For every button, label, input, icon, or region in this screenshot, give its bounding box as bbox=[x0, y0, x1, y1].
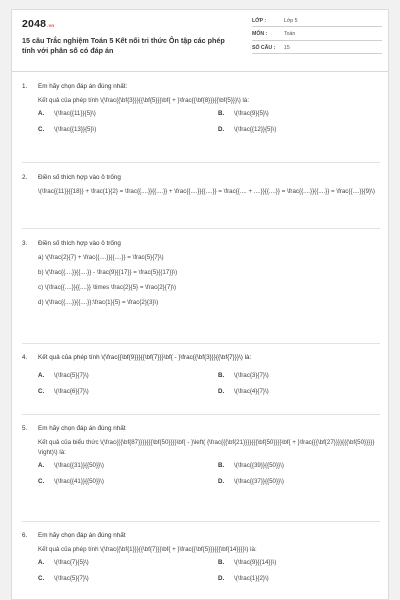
question-prompt: Em hãy chọn đáp án đúng nhất bbox=[38, 532, 126, 539]
question-number: 6. bbox=[22, 532, 28, 539]
option-c[interactable] bbox=[38, 574, 218, 584]
option-text: \(\frac{5}{7}\) bbox=[54, 575, 89, 582]
question-divider bbox=[22, 521, 380, 522]
question-prompt: Điền số thích hợp vào ô trống bbox=[38, 240, 121, 247]
option-text: \(\frac{{31}}{{50}}\) bbox=[54, 462, 104, 469]
option-d[interactable] bbox=[218, 125, 378, 135]
question-divider bbox=[22, 228, 380, 229]
question-body: Kết quả của phép tính \(\frac{{\bf{1}}}{{\bf{7}}}\bf{ + }\frac{{\bf{5}}}{{{\bf{14}}}}\) là: bbox=[38, 546, 257, 553]
option-b[interactable] bbox=[218, 109, 378, 119]
fill-in-item-d[interactable]: d) \(\frac{{....}}{{....}}:\frac{1}{5} = \frac{2}{3}\) bbox=[38, 299, 159, 306]
question-6 bbox=[22, 531, 382, 584]
option-letter: D. bbox=[218, 126, 225, 133]
info-value: 15 bbox=[284, 44, 290, 51]
option-d[interactable] bbox=[218, 477, 378, 487]
option-text: \(\frac{{11}}{5}\) bbox=[54, 110, 96, 117]
info-row-class bbox=[252, 15, 382, 27]
option-text: \(\frac{{41}}{{50}}\) bbox=[54, 478, 104, 485]
info-row-subject bbox=[252, 29, 382, 41]
question-number: 1. bbox=[22, 83, 28, 90]
option-a[interactable] bbox=[38, 558, 218, 568]
fill-in-item-a[interactable]: a) \(\frac{2}{7} + \frac{{....}}{{....}} = \frac{5}{7}\) bbox=[38, 254, 164, 261]
question-prompt: Điền số thích hợp vào ô trống bbox=[38, 174, 121, 181]
question-body: Kết quả của biểu thức \(\frac{{{\bf{87}}}}{{{\bf{50}}}}\bf{ - }\left( {\frac{{{\bf{21}}}}{{{\bf{50}}}}\bf{ + }\frac{{{\bf{27}}}}{{{\bf{50}}}}} \right)\) là: bbox=[38, 439, 375, 456]
worksheet bbox=[11, 9, 389, 600]
option-letter: C. bbox=[38, 126, 45, 133]
info-box bbox=[252, 15, 382, 56]
option-text: \(\frac{{12}}{5}\) bbox=[234, 126, 277, 133]
option-text: \(\frac{9}{{14}}\) bbox=[234, 559, 277, 566]
option-letter: D. bbox=[218, 478, 225, 485]
option-letter: B. bbox=[218, 372, 225, 379]
option-a[interactable] bbox=[38, 461, 218, 471]
option-c[interactable] bbox=[38, 387, 218, 397]
option-letter: C. bbox=[38, 388, 45, 395]
worksheet-title: 15 câu Trắc nghiệm Toán 5 Kết nối tri thức Ôn tập các phép tính với phân số có đáp án bbox=[22, 36, 225, 55]
option-a[interactable] bbox=[38, 371, 218, 381]
question-prompt: Em hãy chọn đáp án đúng nhất bbox=[38, 425, 126, 432]
answer-options bbox=[38, 109, 382, 135]
option-letter: A. bbox=[38, 110, 45, 117]
question-number: 2. bbox=[22, 174, 28, 181]
info-label: SỐ CÂU : bbox=[252, 44, 276, 51]
option-letter: A. bbox=[38, 462, 45, 469]
option-text: \(\frac{7}{5}\) bbox=[54, 559, 89, 566]
info-row-count bbox=[252, 42, 382, 54]
question-divider bbox=[22, 162, 380, 163]
option-letter: B. bbox=[218, 110, 225, 117]
option-letter: A. bbox=[38, 372, 45, 379]
question-3 bbox=[22, 239, 382, 308]
option-d[interactable] bbox=[218, 387, 378, 397]
option-c[interactable] bbox=[38, 125, 218, 135]
question-5 bbox=[22, 424, 382, 487]
question-number: 3. bbox=[22, 240, 28, 247]
question-divider bbox=[22, 343, 380, 344]
option-text: \(\frac{{37}}{{50}}\) bbox=[234, 478, 284, 485]
option-b[interactable] bbox=[218, 371, 378, 381]
question-number: 4. bbox=[22, 354, 28, 361]
question-number: 5. bbox=[22, 425, 28, 432]
question-2 bbox=[22, 173, 382, 197]
answer-options bbox=[38, 371, 382, 397]
answer-options bbox=[38, 461, 382, 487]
question-divider bbox=[22, 414, 380, 415]
option-d[interactable] bbox=[218, 574, 378, 584]
option-a[interactable] bbox=[38, 109, 218, 119]
info-value: Lớp 5 bbox=[284, 17, 298, 24]
answer-options bbox=[38, 558, 382, 584]
option-letter: A. bbox=[38, 559, 45, 566]
option-letter: B. bbox=[218, 559, 225, 566]
option-letter: B. bbox=[218, 462, 225, 469]
fill-in-item-c[interactable]: c) \(\frac{{....}}{{....}} \times \frac{2}{5} = \frac{2}{7}\) bbox=[38, 284, 177, 291]
question-4 bbox=[22, 353, 382, 397]
question-prompt: Kết quả của phép tính \(\frac{{\bf{9}}}{{\bf{7}}}\bf{ - }\frac{{\bf{3}}}{{\bf{7}}}\) là: bbox=[38, 354, 252, 361]
option-c[interactable] bbox=[38, 477, 218, 487]
info-label: MÔN : bbox=[252, 31, 268, 37]
option-letter: C. bbox=[38, 478, 45, 485]
option-text: \(\frac{6}{7}\) bbox=[54, 388, 89, 395]
option-letter: D. bbox=[218, 388, 225, 395]
question-1 bbox=[22, 82, 382, 135]
worksheet-header bbox=[12, 10, 388, 72]
logo-suffix: .vn bbox=[47, 23, 55, 28]
fill-in-item-b[interactable]: b) \(\frac{{....}}{{....}} - \frac{9}{{17}} = \frac{5}{{17}}\) bbox=[38, 269, 178, 276]
option-b[interactable] bbox=[218, 558, 378, 568]
site-logo[interactable]: 2048.vn bbox=[22, 18, 55, 30]
option-text: \(\frac{3}{7}\) bbox=[234, 372, 269, 379]
question-body: Kết quả của phép tính \(\frac{{\bf{3}}}{{\bf{5}}}\bf{ + }\frac{{\bf{8}}}{{\bf{5}}}\) là: bbox=[38, 97, 250, 104]
option-text: \(\frac{9}{5}\) bbox=[234, 110, 269, 117]
option-text: \(\frac{{39}}{{50}}\) bbox=[234, 462, 284, 469]
option-b[interactable] bbox=[218, 461, 378, 471]
option-text: \(\frac{4}{7}\) bbox=[234, 388, 269, 395]
info-label: LỚP : bbox=[252, 17, 267, 24]
question-body[interactable]: \(\frac{{11}}{{18}} + \frac{1}{2} = \frac{{....}}{{....}} + \frac{{....}}{{....}} = \frac{{.... + ....}}{{....}} = \frac{{....}}{{....}} = \frac{{....}}{9}\) bbox=[38, 188, 375, 195]
info-value: Toán bbox=[284, 31, 296, 37]
option-letter: D. bbox=[218, 575, 225, 582]
option-text: \(\frac{{13}}{5}\) bbox=[54, 126, 97, 133]
option-text: \(\frac{5}{7}\) bbox=[54, 372, 89, 379]
option-letter: C. bbox=[38, 575, 45, 582]
question-prompt: Em hãy chọn đáp án đúng nhất: bbox=[38, 83, 128, 90]
option-text: \(\frac{1}{2}\) bbox=[234, 575, 269, 582]
